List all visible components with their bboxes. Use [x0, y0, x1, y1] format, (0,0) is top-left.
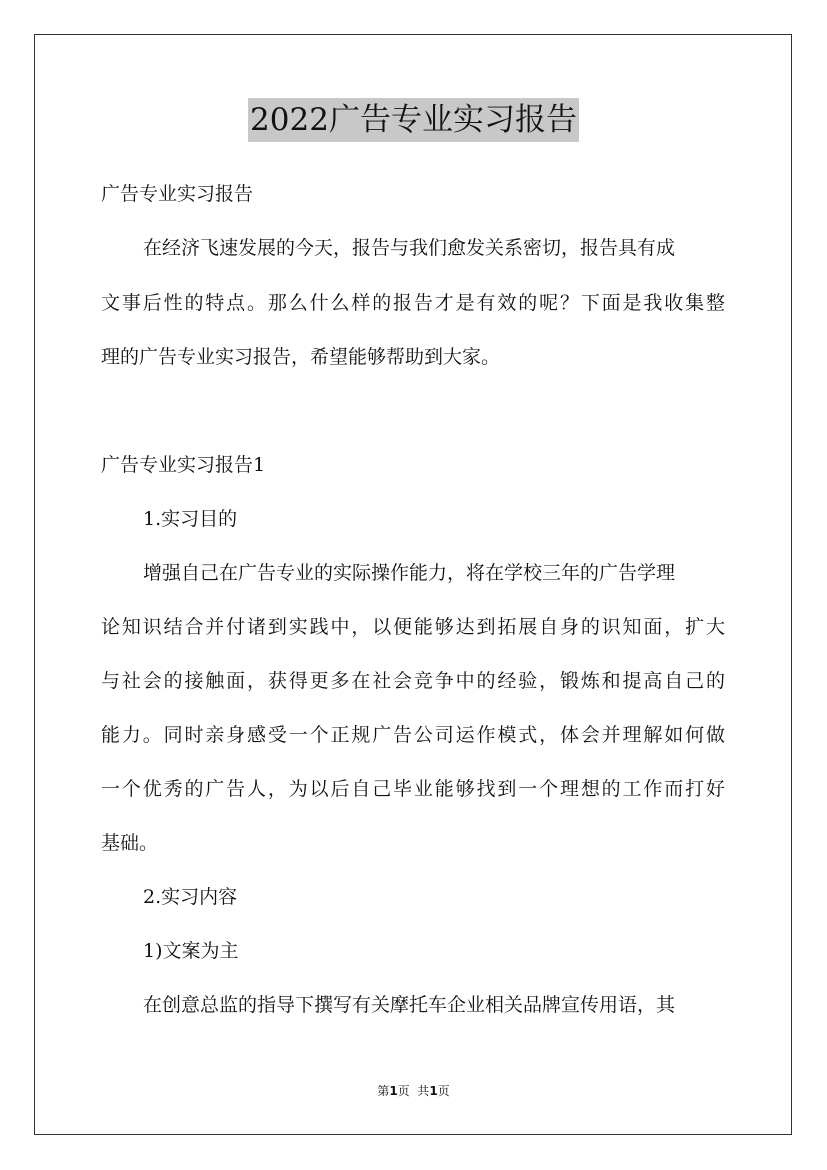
document-subtitle: 广告专业实习报告 [101, 183, 254, 205]
intro-line: 文事后性的特点。那么什么样的报告才是有效的呢？下面是我收集整 [101, 292, 725, 314]
footer-page-total: 1 [429, 1084, 438, 1098]
page-footer [0, 1083, 827, 1099]
paragraph-line: 一个优秀的广告人，为以后自己毕业能够找到一个理想的工作而打好 [101, 778, 725, 800]
footer-page-suffix: 页 [437, 1084, 450, 1098]
footer-page-prefix: 第 [377, 1084, 390, 1098]
paragraph-line: 论知识结合并付诸到实践中，以便能够达到拓展自身的识知面，扩大 [101, 616, 725, 638]
title-container [0, 98, 827, 142]
intro-line: 在经济飞速发展的今天，报告与我们愈发关系密切，报告具有成 [143, 237, 676, 259]
paragraph-line: 增强自己在广告专业的实际操作能力，将在学校三年的广告学理 [143, 562, 676, 584]
section-heading: 广告专业实习报告1 [101, 454, 266, 476]
footer-page-mid: 页 共 [397, 1084, 430, 1098]
intro-line: 理的广告专业实习报告，希望能够帮助到大家。 [101, 346, 501, 368]
paragraph-line: 在创意总监的指导下撰写有关摩托车企业相关品牌宣传用语，其 [143, 994, 676, 1016]
sub-item-heading: 1)文案为主 [143, 940, 239, 962]
footer-page-number: 1 [389, 1084, 398, 1098]
paragraph-line: 与社会的接触面，获得更多在社会竞争中的经验，锻炼和提高自己的 [101, 670, 725, 692]
item-heading: 1.实习目的 [143, 508, 238, 530]
paragraph-line: 基础。 [101, 832, 159, 854]
item-heading: 2.实习内容 [143, 886, 238, 908]
document-title: 2022广告专业实习报告 [248, 98, 579, 142]
paragraph-line: 能力。同时亲身感受一个正规广告公司运作模式，体会并理解如何做 [101, 724, 725, 746]
